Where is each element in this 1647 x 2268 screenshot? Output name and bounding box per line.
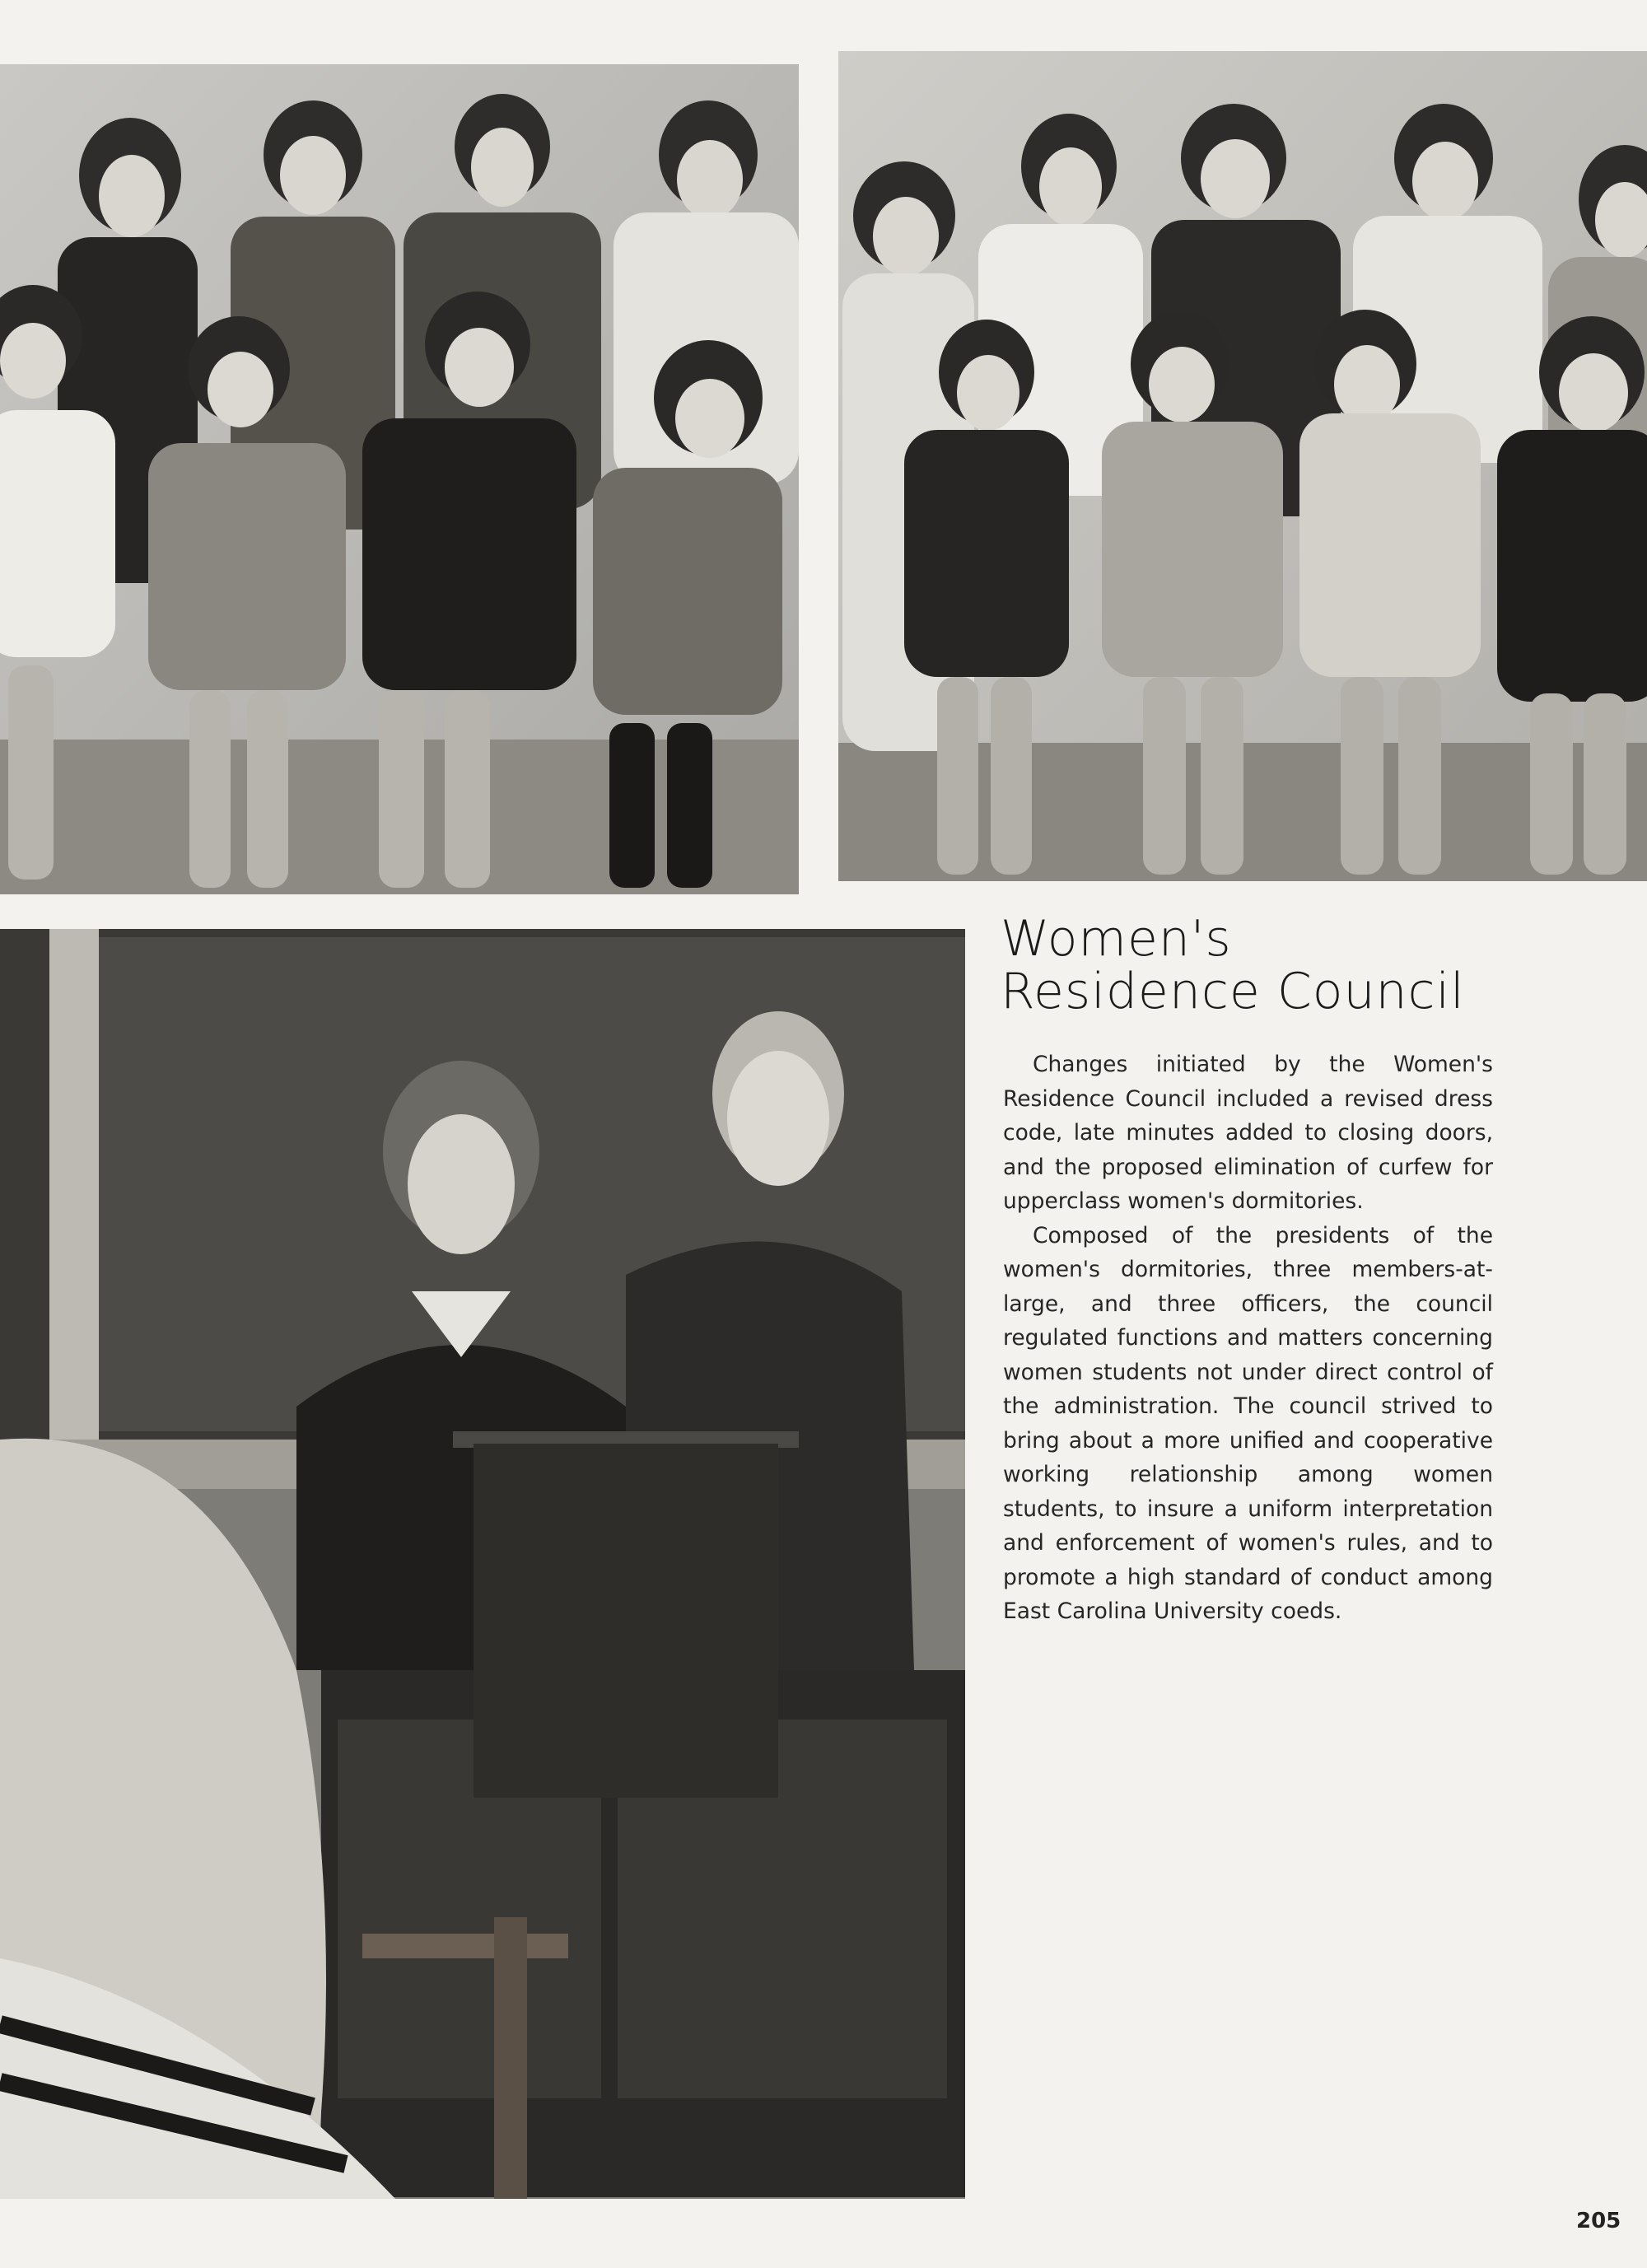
group-photo-right xyxy=(838,51,1647,881)
article-title xyxy=(1001,912,1626,1018)
group-photo-left-image xyxy=(0,64,799,894)
podium-photo xyxy=(0,929,965,2199)
group-photo-left xyxy=(0,64,799,894)
group-photo-right-image xyxy=(838,51,1647,881)
article-body xyxy=(1003,1048,1493,1629)
article-title-line-1: Women's xyxy=(1001,910,1232,968)
article-title-line-2: Residence Council xyxy=(1001,963,1465,1020)
article-paragraph-2: Composed of the presidents of the women's dormitories, three members-at-large, and three officers, the council regulated functions and matters concerning women students not under direct control of the administration. The council strived to bring about a more unified and cooperative working relationship among women students, to insure a uniform interpretation and enforcement of women's rules, and to promote a high standard of conduct among East Carolina University coeds. xyxy=(1003,1222,1493,1624)
article-paragraph-1: Changes initiated by the Women's Residence Council included a revised dress code, late minutes added to closing doors, and the proposed elimination of curfew for upperclass women's dormitories. xyxy=(1003,1052,1493,1214)
podium-photo-image xyxy=(0,929,965,2199)
page-number: 205 xyxy=(1576,2209,1621,2233)
